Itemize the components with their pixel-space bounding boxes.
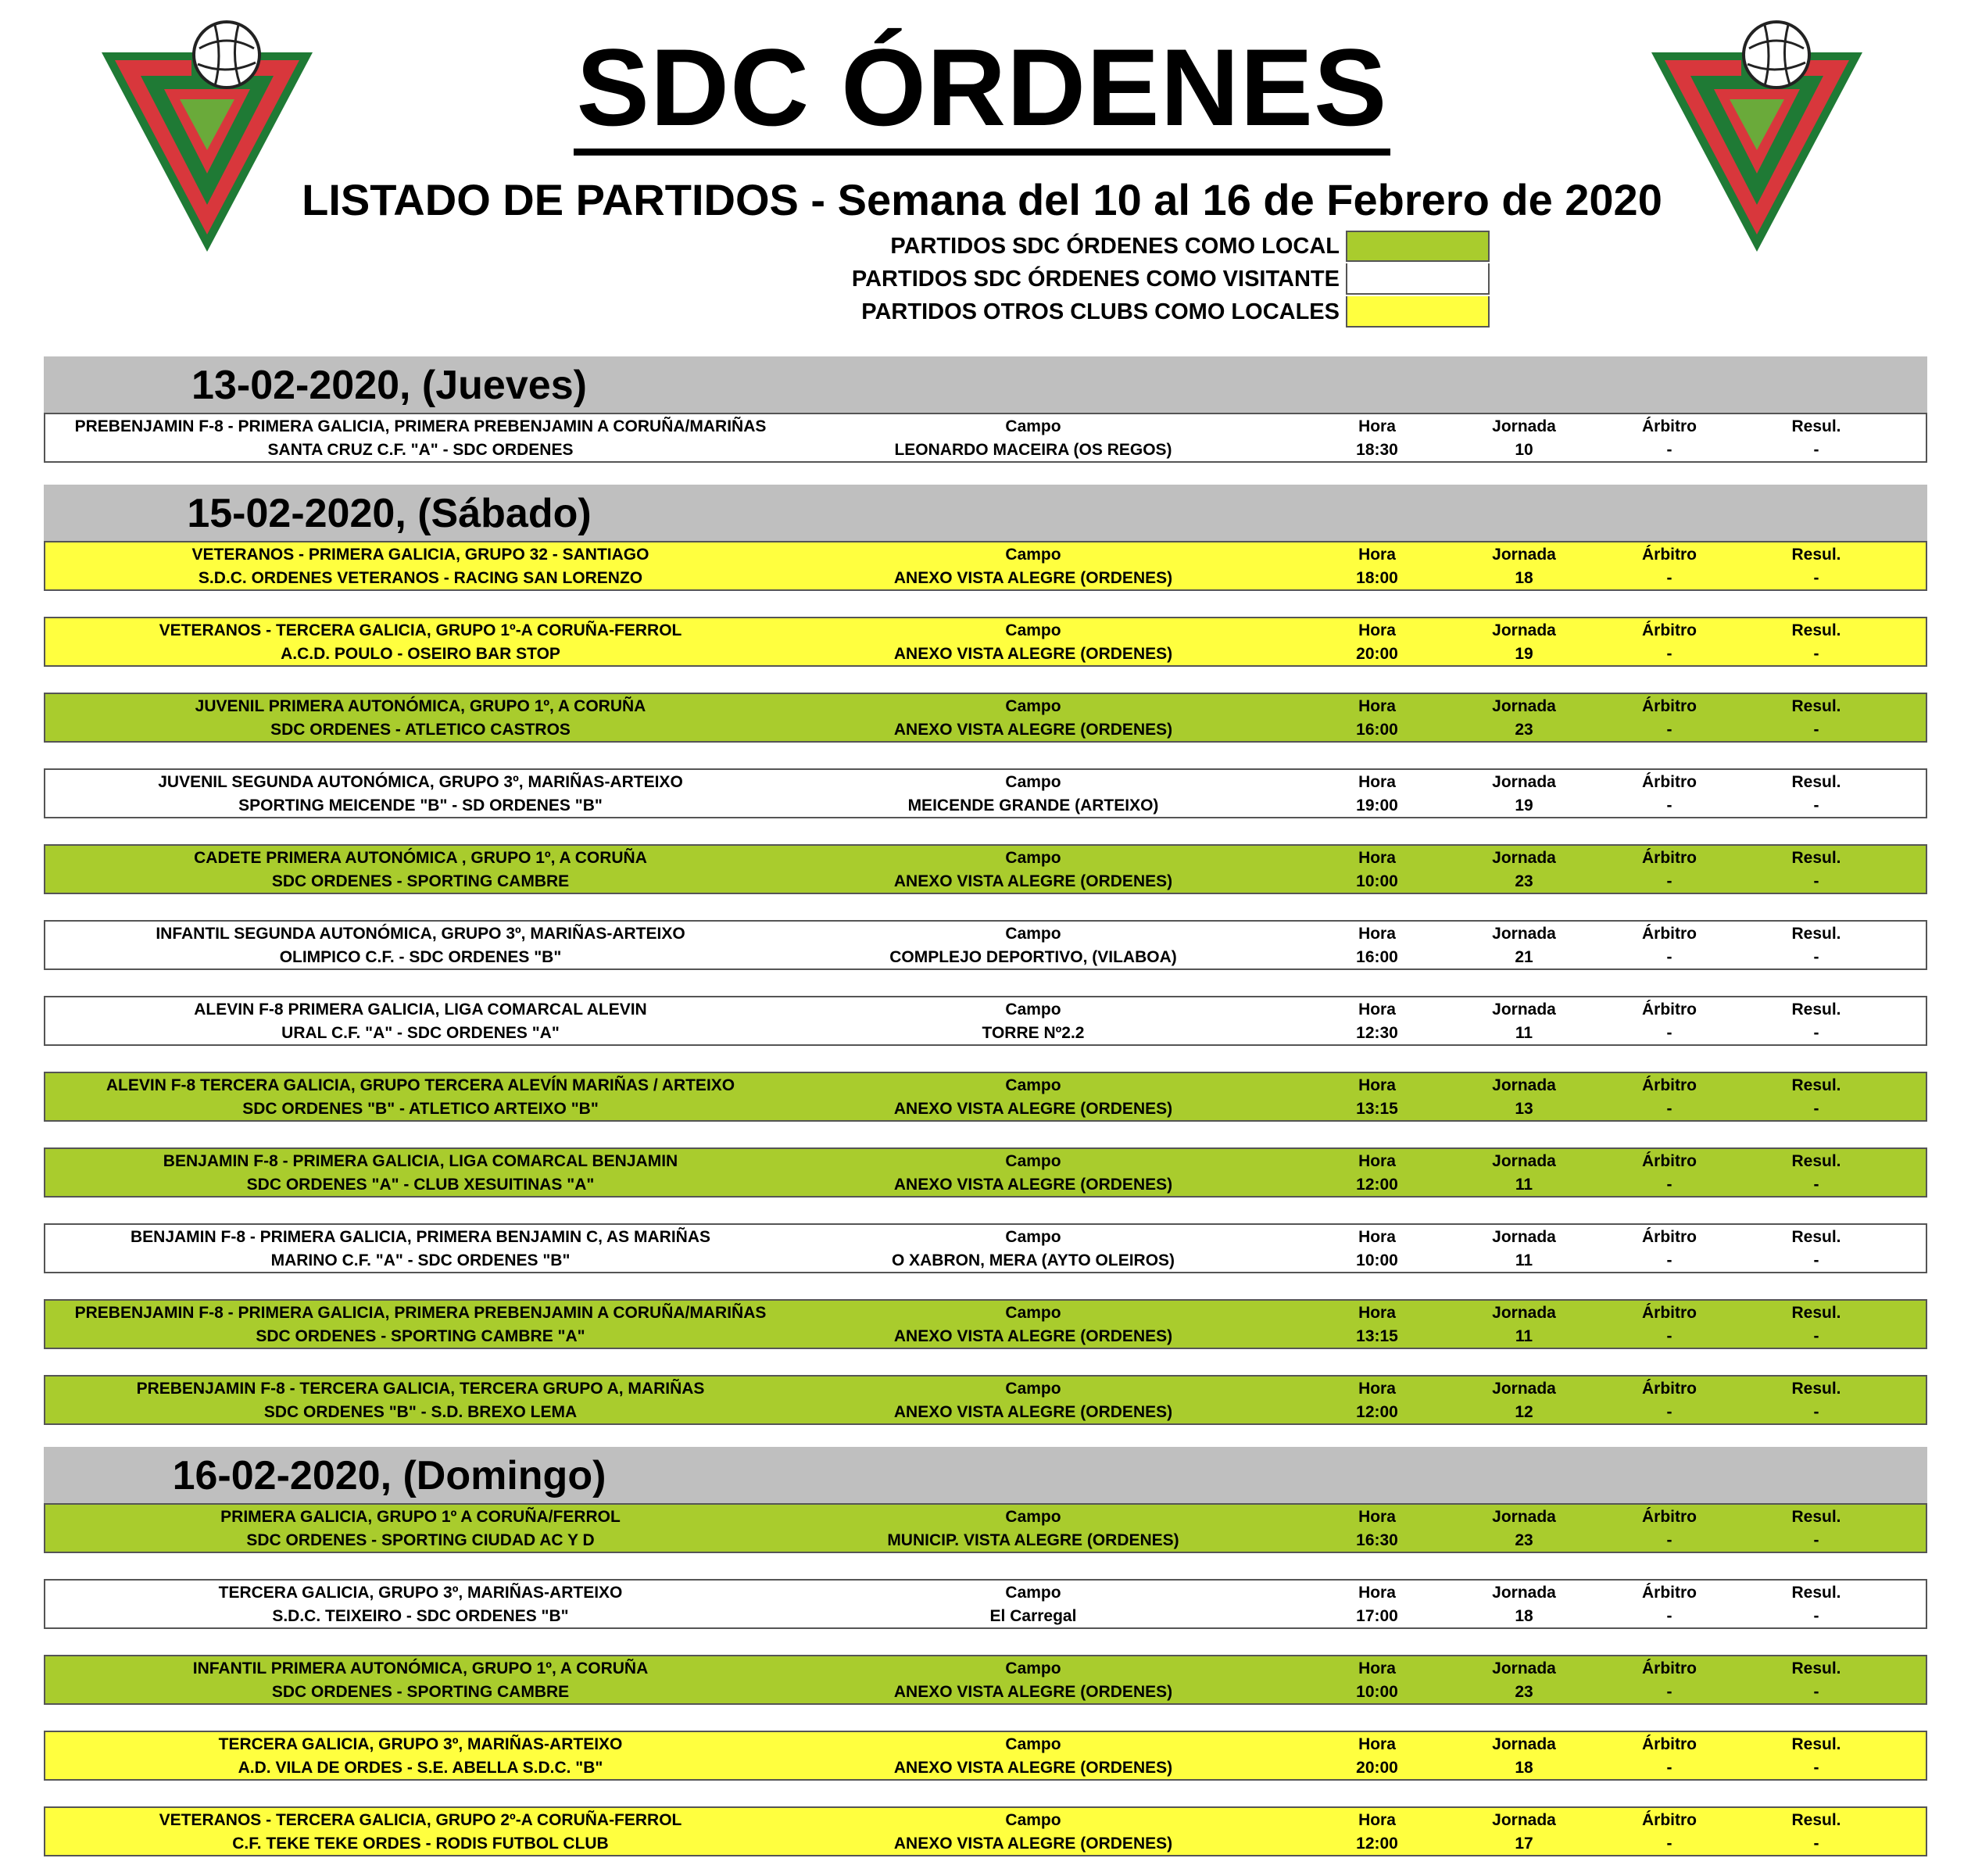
- day-title: 16-02-2020, (Domingo): [172, 1453, 606, 1498]
- arbitro-value: -: [1666, 1531, 1672, 1549]
- resul-value: -: [1813, 797, 1819, 814]
- match-teams: S.D.C. TEIXEIRO - SDC ORDENES "B": [272, 1607, 569, 1625]
- hora-value: 17:00: [1356, 1607, 1398, 1625]
- campo-value: ANEXO VISTA ALEGRE (ORDENES): [893, 721, 1173, 739]
- match-row: [44, 1147, 1927, 1198]
- campo-value: LEONARDO MACEIRA (OS REGOS): [894, 441, 1172, 459]
- arbitro-value: -: [1666, 1176, 1672, 1194]
- jornada-label: Jornada: [1492, 1659, 1556, 1677]
- hora-value: 12:00: [1356, 1403, 1398, 1421]
- hora-label: Hora: [1358, 1152, 1396, 1170]
- arbitro-value: -: [1666, 441, 1672, 459]
- arbitro-value: -: [1666, 645, 1672, 663]
- competition-name: PRIMERA GALICIA, GRUPO 1º A CORUÑA/FERROL: [220, 1508, 621, 1526]
- resul-value: -: [1813, 1403, 1819, 1421]
- color-legend: [703, 230, 1490, 328]
- legend-label: PARTIDOS OTROS CLUBS COMO LOCALES: [861, 299, 1340, 324]
- campo-label: Campo: [1005, 546, 1061, 564]
- match-row: [44, 1579, 1927, 1629]
- jornada-value: 11: [1515, 1327, 1533, 1345]
- match-row: [44, 413, 1927, 463]
- competition-name: PREBENJAMIN F-8 - PRIMERA GALICIA, PRIMERA PREBENJAMIN A CORUÑA/MARIÑAS: [74, 417, 767, 435]
- jornada-label: Jornada: [1492, 417, 1556, 435]
- competition-name: ALEVIN F-8 PRIMERA GALICIA, LIGA COMARCAL ALEVIN: [194, 1001, 647, 1019]
- hora-label: Hora: [1358, 849, 1396, 867]
- arbitro-value: -: [1666, 872, 1672, 890]
- jornada-value: 18: [1515, 1607, 1533, 1625]
- competition-name: JUVENIL PRIMERA AUTONÓMICA, GRUPO 1º, A CORUÑA: [195, 697, 646, 715]
- campo-label: Campo: [1005, 1001, 1061, 1019]
- arbitro-label: Árbitro: [1642, 1152, 1697, 1170]
- arbitro-label: Árbitro: [1642, 1508, 1697, 1526]
- jornada-value: 10: [1515, 441, 1533, 459]
- jornada-label: Jornada: [1492, 546, 1556, 564]
- resul-label: Resul.: [1791, 697, 1841, 715]
- resul-value: -: [1813, 1683, 1819, 1701]
- match-teams: SDC ORDENES - SPORTING CAMBRE: [271, 1683, 570, 1701]
- campo-value: ANEXO VISTA ALEGRE (ORDENES): [893, 872, 1173, 890]
- jornada-label: Jornada: [1492, 1584, 1556, 1602]
- match-row: [44, 1731, 1927, 1781]
- jornada-value: 23: [1515, 1531, 1533, 1549]
- match-row: [44, 1503, 1927, 1553]
- arbitro-value: -: [1666, 1403, 1672, 1421]
- resul-label: Resul.: [1791, 1076, 1841, 1094]
- campo-value: El Carregal: [989, 1607, 1077, 1625]
- arbitro-label: Árbitro: [1642, 1811, 1697, 1829]
- campo-value: O XABRON, MERA (AYTO OLEIROS): [891, 1251, 1175, 1269]
- match-teams: MARINO C.F. "A" - SDC ORDENES "B": [270, 1251, 571, 1269]
- arbitro-value: -: [1666, 1759, 1672, 1777]
- resul-value: -: [1813, 1607, 1819, 1625]
- campo-value: ANEXO VISTA ALEGRE (ORDENES): [893, 645, 1173, 663]
- hora-label: Hora: [1358, 773, 1396, 791]
- resul-value: -: [1813, 645, 1819, 663]
- legend-row: [703, 230, 1490, 263]
- jornada-label: Jornada: [1492, 697, 1556, 715]
- match-teams: SANTA CRUZ C.F. "A" - SDC ORDENES: [267, 441, 574, 459]
- hora-label: Hora: [1358, 1076, 1396, 1094]
- hora-value: 13:15: [1356, 1100, 1398, 1118]
- competition-name: BENJAMIN F-8 - PRIMERA GALICIA, PRIMERA BENJAMIN C, AS MARIÑAS: [130, 1228, 711, 1246]
- resul-value: -: [1813, 948, 1819, 966]
- jornada-label: Jornada: [1492, 1304, 1556, 1322]
- jornada-label: Jornada: [1492, 1076, 1556, 1094]
- match-teams: SDC ORDENES "A" - CLUB XESUITINAS "A": [246, 1176, 595, 1194]
- legend-swatch: [1346, 296, 1490, 328]
- jornada-value: 23: [1515, 721, 1533, 739]
- hora-label: Hora: [1358, 1735, 1396, 1753]
- day-title: 13-02-2020, (Jueves): [191, 363, 587, 408]
- campo-label: Campo: [1005, 621, 1061, 639]
- jornada-value: 12: [1515, 1403, 1533, 1421]
- competition-name: VETERANOS - PRIMERA GALICIA, GRUPO 32 - SANTIAGO: [191, 546, 649, 564]
- hora-value: 19:00: [1356, 797, 1398, 814]
- legend-swatch: [1346, 231, 1490, 262]
- campo-value: MUNICIP. VISTA ALEGRE (ORDENES): [887, 1531, 1179, 1549]
- match-row: [44, 844, 1927, 894]
- resul-label: Resul.: [1791, 925, 1841, 943]
- competition-name: PREBENJAMIN F-8 - TERCERA GALICIA, TERCERA GRUPO A, MARIÑAS: [136, 1380, 705, 1398]
- competition-name: VETERANOS - TERCERA GALICIA, GRUPO 2º-A CORUÑA-FERROL: [159, 1811, 682, 1829]
- jornada-label: Jornada: [1492, 1152, 1556, 1170]
- resul-value: -: [1813, 872, 1819, 890]
- campo-label: Campo: [1005, 849, 1061, 867]
- match-row: [44, 1375, 1927, 1425]
- arbitro-value: -: [1666, 1607, 1672, 1625]
- hora-label: Hora: [1358, 1811, 1396, 1829]
- competition-name: JUVENIL SEGUNDA AUTONÓMICA, GRUPO 3º, MARIÑAS-ARTEIXO: [158, 773, 683, 791]
- arbitro-value: -: [1666, 1835, 1672, 1853]
- resul-value: -: [1813, 441, 1819, 459]
- arbitro-label: Árbitro: [1642, 417, 1697, 435]
- hora-label: Hora: [1358, 1304, 1396, 1322]
- jornada-value: 19: [1515, 797, 1533, 814]
- resul-value: -: [1813, 1251, 1819, 1269]
- competition-name: VETERANOS - TERCERA GALICIA, GRUPO 1º-A CORUÑA-FERROL: [159, 621, 682, 639]
- resul-value: -: [1813, 569, 1819, 587]
- campo-label: Campo: [1005, 1076, 1061, 1094]
- arbitro-value: -: [1666, 1327, 1672, 1345]
- jornada-value: 18: [1515, 569, 1533, 587]
- legend-row: [703, 263, 1490, 295]
- campo-label: Campo: [1005, 1659, 1061, 1677]
- resul-value: -: [1813, 721, 1819, 739]
- jornada-label: Jornada: [1492, 621, 1556, 639]
- resul-label: Resul.: [1791, 1811, 1841, 1829]
- jornada-value: 11: [1515, 1176, 1533, 1194]
- campo-value: ANEXO VISTA ALEGRE (ORDENES): [893, 1835, 1173, 1853]
- match-row: [44, 1655, 1927, 1705]
- arbitro-label: Árbitro: [1642, 1584, 1697, 1602]
- resul-label: Resul.: [1791, 417, 1841, 435]
- match-teams: S.D.C. ORDENES VETERANOS - RACING SAN LORENZO: [198, 569, 643, 587]
- arbitro-label: Árbitro: [1642, 697, 1697, 715]
- hora-value: 20:00: [1356, 645, 1398, 663]
- resul-label: Resul.: [1791, 1659, 1841, 1677]
- hora-label: Hora: [1358, 546, 1396, 564]
- hora-value: 16:00: [1356, 721, 1398, 739]
- competition-name: INFANTIL SEGUNDA AUTONÓMICA, GRUPO 3º, MARIÑAS-ARTEIXO: [156, 925, 685, 943]
- hora-value: 16:00: [1356, 948, 1398, 966]
- arbitro-label: Árbitro: [1642, 546, 1697, 564]
- campo-label: Campo: [1005, 1228, 1061, 1246]
- resul-label: Resul.: [1791, 773, 1841, 791]
- resul-value: -: [1813, 1759, 1819, 1777]
- arbitro-label: Árbitro: [1642, 1001, 1697, 1019]
- resul-label: Resul.: [1791, 1228, 1841, 1246]
- resul-value: -: [1813, 1100, 1819, 1118]
- match-teams: OLIMPICO C.F. - SDC ORDENES "B": [279, 948, 562, 966]
- jornada-label: Jornada: [1492, 1228, 1556, 1246]
- campo-label: Campo: [1005, 1811, 1061, 1829]
- arbitro-label: Árbitro: [1642, 849, 1697, 867]
- day-header: [44, 356, 1927, 413]
- jornada-label: Jornada: [1492, 849, 1556, 867]
- hora-label: Hora: [1358, 1659, 1396, 1677]
- arbitro-label: Árbitro: [1642, 1076, 1697, 1094]
- campo-label: Campo: [1005, 697, 1061, 715]
- campo-value: COMPLEJO DEPORTIVO, (VILABOA): [889, 948, 1177, 966]
- hora-label: Hora: [1358, 1228, 1396, 1246]
- jornada-value: 23: [1515, 872, 1533, 890]
- hora-value: 13:15: [1356, 1327, 1398, 1345]
- jornada-value: 21: [1515, 948, 1533, 966]
- arbitro-value: -: [1666, 1100, 1672, 1118]
- campo-value: ANEXO VISTA ALEGRE (ORDENES): [893, 1403, 1173, 1421]
- resul-value: -: [1813, 1327, 1819, 1345]
- resul-label: Resul.: [1791, 1380, 1841, 1398]
- hora-label: Hora: [1358, 1584, 1396, 1602]
- legend-swatch: [1346, 263, 1490, 295]
- day-title: 15-02-2020, (Sábado): [187, 491, 592, 536]
- competition-name: PREBENJAMIN F-8 - PRIMERA GALICIA, PRIMERA PREBENJAMIN A CORUÑA/MARIÑAS: [74, 1304, 767, 1322]
- match-teams: SDC ORDENES - ATLETICO CASTROS: [270, 721, 571, 739]
- match-row: [44, 1072, 1927, 1122]
- hora-label: Hora: [1358, 697, 1396, 715]
- jornada-value: 18: [1515, 1759, 1533, 1777]
- match-row: [44, 541, 1927, 591]
- arbitro-label: Árbitro: [1642, 1380, 1697, 1398]
- campo-value: ANEXO VISTA ALEGRE (ORDENES): [893, 1683, 1173, 1701]
- arbitro-value: -: [1666, 569, 1672, 587]
- competition-name: INFANTIL PRIMERA AUTONÓMICA, GRUPO 1º, A CORUÑA: [192, 1659, 649, 1677]
- campo-value: ANEXO VISTA ALEGRE (ORDENES): [893, 1759, 1173, 1777]
- match-teams: SDC ORDENES "B" - ATLETICO ARTEIXO "B": [242, 1100, 599, 1118]
- arbitro-label: Árbitro: [1642, 925, 1697, 943]
- arbitro-value: -: [1666, 1251, 1672, 1269]
- match-teams: A.C.D. POULO - OSEIRO BAR STOP: [281, 645, 560, 663]
- arbitro-value: -: [1666, 1024, 1672, 1042]
- match-teams: SDC ORDENES "B" - S.D. BREXO LEMA: [263, 1403, 578, 1421]
- campo-value: TORRE Nº2.2: [982, 1024, 1085, 1042]
- match-row: [44, 617, 1927, 667]
- competition-name: TERCERA GALICIA, GRUPO 3º, MARIÑAS-ARTEIXO: [218, 1584, 623, 1602]
- match-teams: C.F. TEKE TEKE ORDES - RODIS FUTBOL CLUB: [232, 1835, 609, 1853]
- match-teams: SDC ORDENES - SPORTING CIUDAD AC Y D: [246, 1531, 595, 1549]
- legend-label: PARTIDOS SDC ÓRDENES COMO VISITANTE: [851, 266, 1340, 292]
- resul-label: Resul.: [1791, 1152, 1841, 1170]
- page-subtitle: LISTADO DE PARTIDOS - Semana del 10 al 16 de Febrero de 2020: [302, 175, 1662, 224]
- hora-label: Hora: [1358, 1380, 1396, 1398]
- match-teams: A.D. VILA DE ORDES - S.E. ABELLA S.D.C. "B": [238, 1759, 603, 1777]
- arbitro-value: -: [1666, 721, 1672, 739]
- jornada-value: 19: [1515, 645, 1533, 663]
- jornada-label: Jornada: [1492, 1811, 1556, 1829]
- jornada-value: 17: [1515, 1835, 1533, 1853]
- resul-label: Resul.: [1791, 849, 1841, 867]
- campo-value: ANEXO VISTA ALEGRE (ORDENES): [893, 1327, 1173, 1345]
- campo-label: Campo: [1005, 773, 1061, 791]
- resul-label: Resul.: [1791, 1735, 1841, 1753]
- jornada-label: Jornada: [1492, 925, 1556, 943]
- campo-label: Campo: [1005, 1152, 1061, 1170]
- resul-label: Resul.: [1791, 1001, 1841, 1019]
- hora-label: Hora: [1358, 925, 1396, 943]
- campo-label: Campo: [1005, 1304, 1061, 1322]
- campo-value: MEICENDE GRANDE (ARTEIXO): [907, 797, 1159, 814]
- resul-value: -: [1813, 1024, 1819, 1042]
- hora-value: 12:00: [1356, 1835, 1398, 1853]
- match-row: [44, 1299, 1927, 1349]
- hora-value: 18:30: [1356, 441, 1398, 459]
- resul-value: -: [1813, 1176, 1819, 1194]
- legend-row: [703, 295, 1490, 328]
- jornada-label: Jornada: [1492, 1001, 1556, 1019]
- resul-value: -: [1813, 1531, 1819, 1549]
- resul-label: Resul.: [1791, 621, 1841, 639]
- hora-label: Hora: [1358, 1001, 1396, 1019]
- competition-name: BENJAMIN F-8 - PRIMERA GALICIA, LIGA COMARCAL BENJAMIN: [163, 1152, 678, 1170]
- arbitro-value: -: [1666, 797, 1672, 814]
- jornada-label: Jornada: [1492, 1508, 1556, 1526]
- match-teams: SDC ORDENES - SPORTING CAMBRE: [271, 872, 570, 890]
- campo-label: Campo: [1005, 1508, 1061, 1526]
- hora-label: Hora: [1358, 621, 1396, 639]
- arbitro-label: Árbitro: [1642, 1304, 1697, 1322]
- match-teams: URAL C.F. "A" - SDC ORDENES "A": [281, 1024, 560, 1042]
- jornada-value: 11: [1515, 1251, 1533, 1269]
- arbitro-label: Árbitro: [1642, 1228, 1697, 1246]
- match-teams: SDC ORDENES - SPORTING CAMBRE "A": [256, 1327, 585, 1345]
- match-row: [44, 1223, 1927, 1273]
- page-title: SDC ÓRDENES: [0, 33, 1964, 156]
- jornada-value: 23: [1515, 1683, 1533, 1701]
- hora-label: Hora: [1358, 417, 1396, 435]
- arbitro-label: Árbitro: [1642, 1735, 1697, 1753]
- competition-name: TERCERA GALICIA, GRUPO 3º, MARIÑAS-ARTEIXO: [218, 1735, 623, 1753]
- competition-name: ALEVIN F-8 TERCERA GALICIA, GRUPO TERCERA ALEVÍN MARIÑAS / ARTEIXO: [106, 1076, 735, 1094]
- jornada-label: Jornada: [1492, 773, 1556, 791]
- arbitro-label: Árbitro: [1642, 621, 1697, 639]
- match-row: [44, 1806, 1927, 1856]
- match-row: [44, 693, 1927, 743]
- hora-label: Hora: [1358, 1508, 1396, 1526]
- resul-value: -: [1813, 1835, 1819, 1853]
- hora-value: 10:00: [1356, 872, 1398, 890]
- hora-value: 20:00: [1356, 1759, 1398, 1777]
- hora-value: 12:00: [1356, 1176, 1398, 1194]
- jornada-label: Jornada: [1492, 1380, 1556, 1398]
- campo-value: ANEXO VISTA ALEGRE (ORDENES): [893, 1100, 1173, 1118]
- arbitro-value: -: [1666, 948, 1672, 966]
- arbitro-label: Árbitro: [1642, 1659, 1697, 1677]
- match-row: [44, 768, 1927, 818]
- resul-label: Resul.: [1791, 546, 1841, 564]
- hora-value: 16:30: [1356, 1531, 1398, 1549]
- resul-label: Resul.: [1791, 1304, 1841, 1322]
- hora-value: 12:30: [1356, 1024, 1398, 1042]
- resul-label: Resul.: [1791, 1508, 1841, 1526]
- campo-label: Campo: [1005, 1735, 1061, 1753]
- day-header: [44, 485, 1927, 541]
- match-teams: SPORTING MEICENDE "B" - SD ORDENES "B": [238, 797, 603, 814]
- jornada-value: 11: [1515, 1024, 1533, 1042]
- competition-name: CADETE PRIMERA AUTONÓMICA , GRUPO 1º, A CORUÑA: [194, 849, 647, 867]
- campo-label: Campo: [1005, 1584, 1061, 1602]
- arbitro-value: -: [1666, 1683, 1672, 1701]
- resul-label: Resul.: [1791, 1584, 1841, 1602]
- campo-value: ANEXO VISTA ALEGRE (ORDENES): [893, 1176, 1173, 1194]
- arbitro-label: Árbitro: [1642, 773, 1697, 791]
- campo-label: Campo: [1005, 1380, 1061, 1398]
- hora-value: 18:00: [1356, 569, 1398, 587]
- hora-value: 10:00: [1356, 1251, 1398, 1269]
- jornada-value: 13: [1515, 1100, 1533, 1118]
- legend-label: PARTIDOS SDC ÓRDENES COMO LOCAL: [890, 233, 1340, 259]
- campo-label: Campo: [1005, 925, 1061, 943]
- jornada-label: Jornada: [1492, 1735, 1556, 1753]
- campo-value: ANEXO VISTA ALEGRE (ORDENES): [893, 569, 1173, 587]
- campo-label: Campo: [1005, 417, 1061, 435]
- match-row: [44, 996, 1927, 1046]
- hora-value: 10:00: [1356, 1683, 1398, 1701]
- match-row: [44, 920, 1927, 970]
- day-header: [44, 1447, 1927, 1503]
